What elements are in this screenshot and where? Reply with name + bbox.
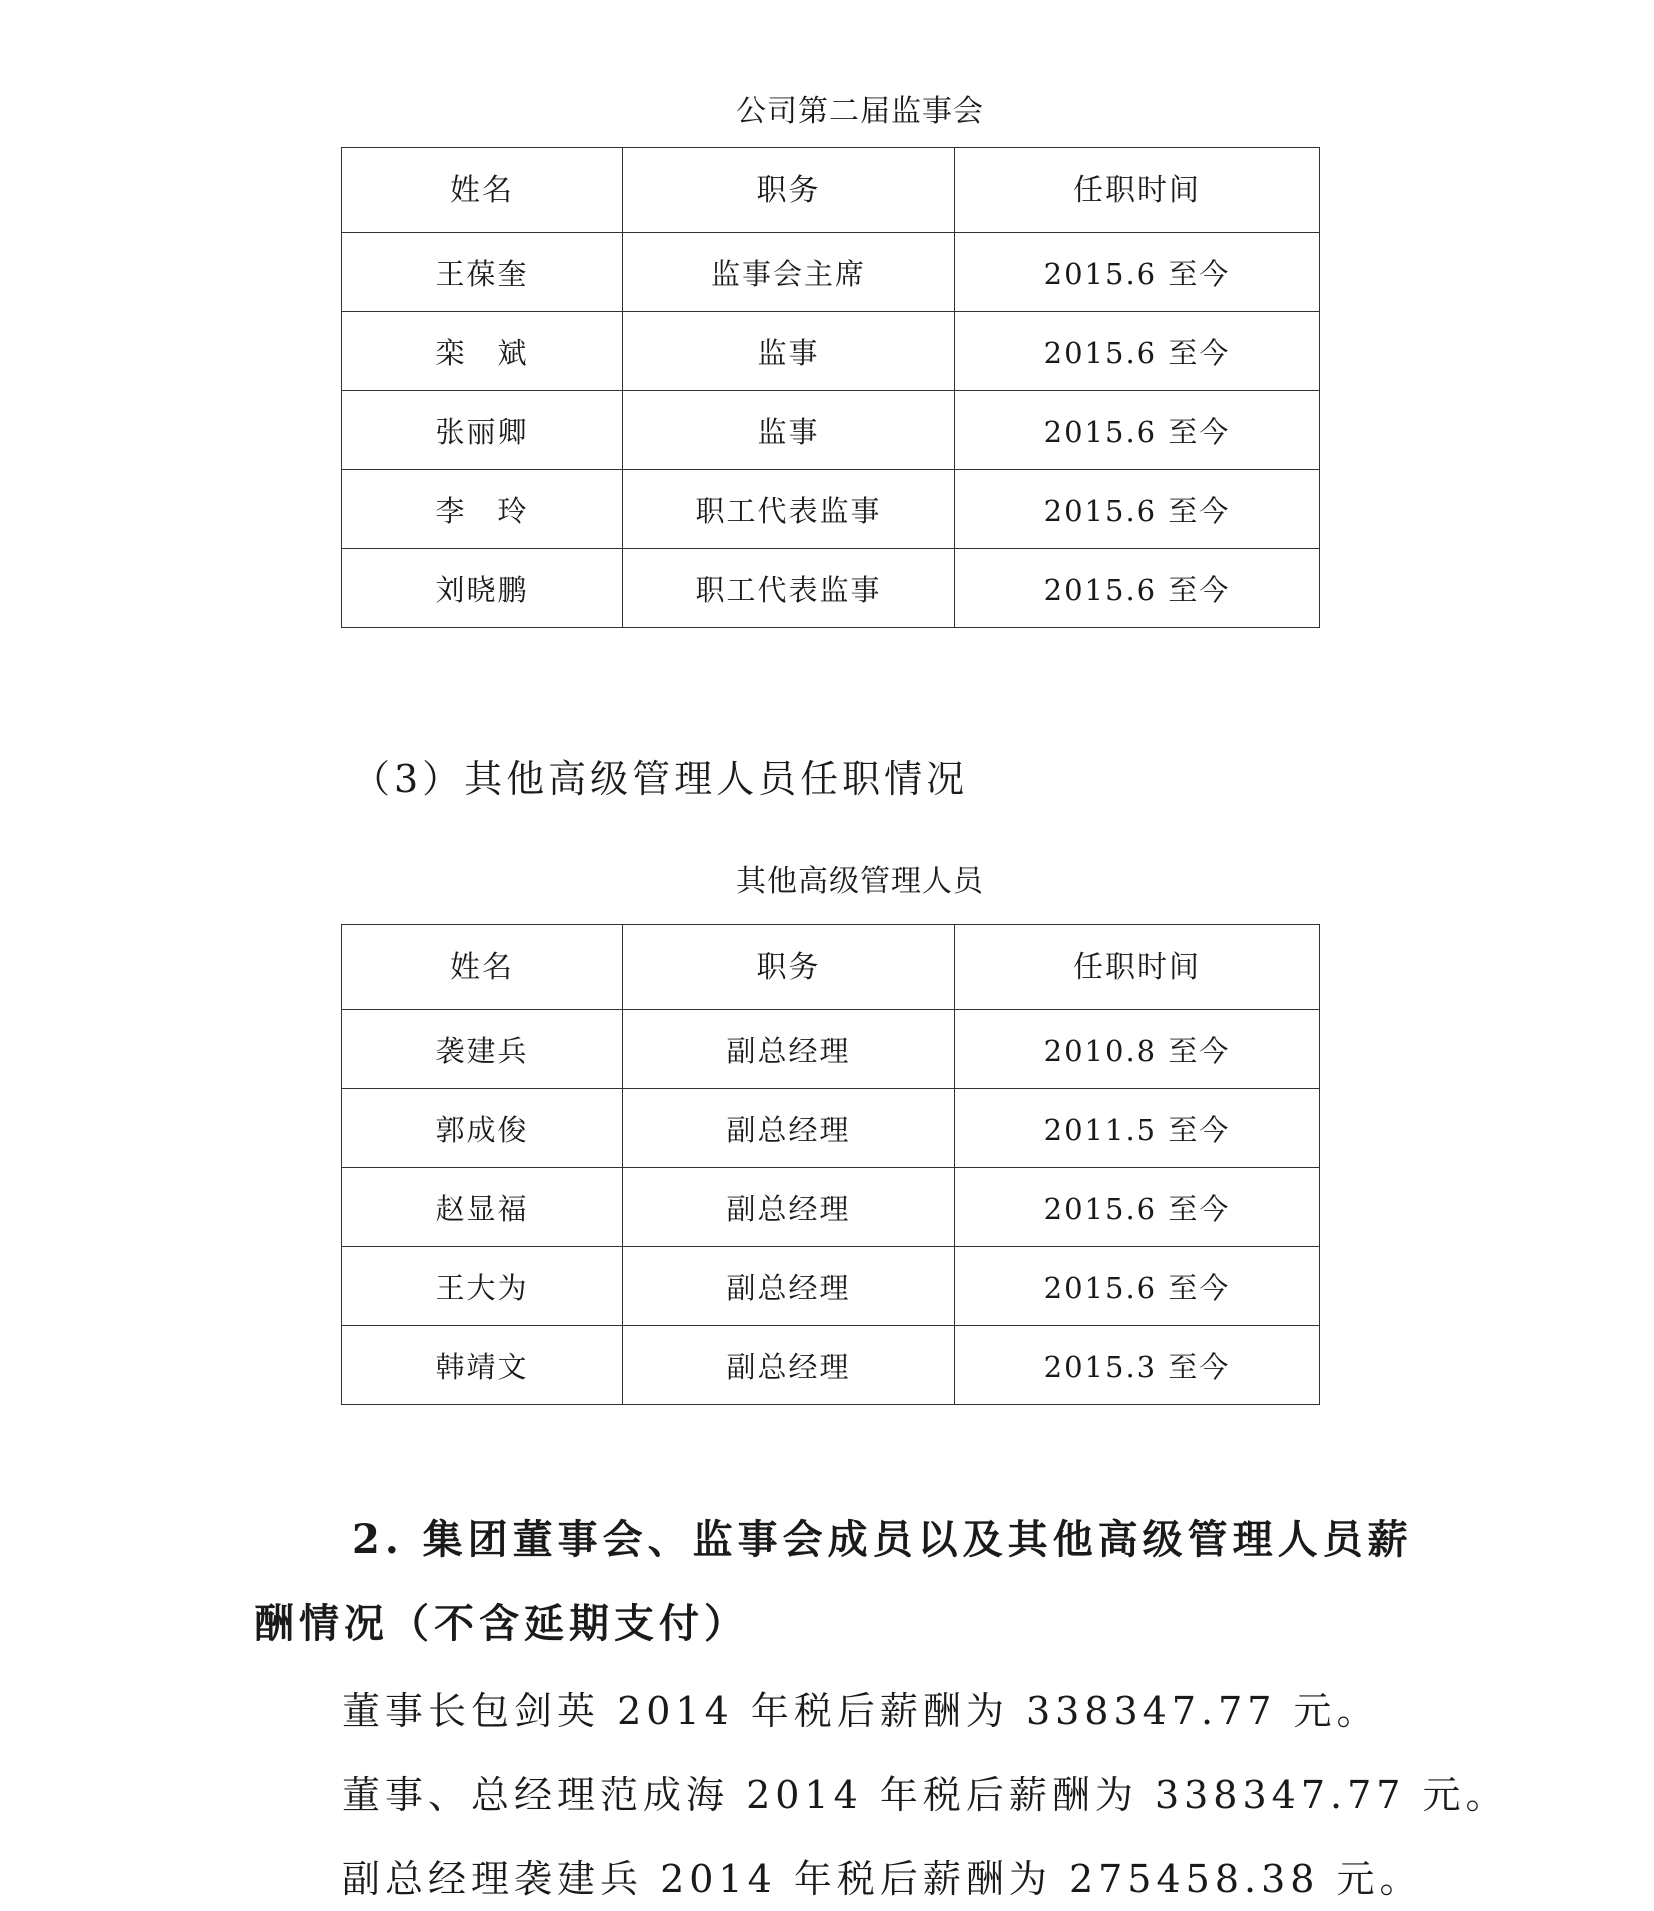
- column-header-term: 任职时间: [955, 148, 1320, 233]
- cell-name: 袭建兵: [342, 1010, 623, 1089]
- senior-management-table: [341, 924, 1320, 1405]
- cell-position: 副总经理: [623, 1247, 955, 1326]
- table-row: [342, 1010, 1320, 1089]
- cell-term: 2011.5 至今: [955, 1089, 1320, 1168]
- section-2-heading-line1: 2. 集团董事会、监事会成员以及其他高级管理人员薪: [352, 1516, 1413, 1563]
- column-header-position: 职务: [623, 925, 955, 1010]
- cell-position: 副总经理: [623, 1168, 955, 1247]
- cell-term: 2015.6 至今: [955, 312, 1320, 391]
- cell-name: 王葆奎: [342, 233, 623, 312]
- table-row: [342, 1326, 1320, 1405]
- cell-position: 监事: [623, 312, 955, 391]
- compensation-paragraph: 董事长包剑英 2014 年税后薪酬为 338347.77 元。: [342, 1689, 1380, 1733]
- cell-name: 张丽卿: [342, 391, 623, 470]
- column-header-name: 姓名: [342, 148, 623, 233]
- cell-term: 2015.6 至今: [955, 391, 1320, 470]
- cell-term: 2015.3 至今: [955, 1326, 1320, 1405]
- cell-position: 职工代表监事: [623, 470, 955, 549]
- cell-name: 刘晓鹏: [342, 549, 623, 628]
- column-header-position: 职务: [623, 148, 955, 233]
- table-row: [342, 1247, 1320, 1326]
- cell-name: 赵显福: [342, 1168, 623, 1247]
- compensation-paragraph: 董事、总经理范成海 2014 年税后薪酬为 338347.77 元。: [342, 1773, 1509, 1817]
- supervisory-board-caption: 公司第二届监事会: [736, 94, 984, 129]
- cell-term: 2015.6 至今: [955, 1168, 1320, 1247]
- cell-name: 王大为: [342, 1247, 623, 1326]
- cell-name: 栾 斌: [342, 312, 623, 391]
- cell-name: 郭成俊: [342, 1089, 623, 1168]
- cell-position: 副总经理: [623, 1089, 955, 1168]
- table-row: [342, 391, 1320, 470]
- table-row: [342, 1168, 1320, 1247]
- cell-position: 副总经理: [623, 1010, 955, 1089]
- supervisory-board-table: [341, 147, 1320, 628]
- cell-position: 监事会主席: [623, 233, 955, 312]
- cell-term: 2015.6 至今: [955, 1247, 1320, 1326]
- cell-term: 2015.6 至今: [955, 470, 1320, 549]
- section-3-heading: （3）其他高级管理人员任职情况: [352, 757, 969, 801]
- cell-term: 2010.8 至今: [955, 1010, 1320, 1089]
- cell-name: 李 玲: [342, 470, 623, 549]
- table-header-row: [342, 148, 1320, 233]
- table-row: [342, 312, 1320, 391]
- cell-name: 韩靖文: [342, 1326, 623, 1405]
- column-header-name: 姓名: [342, 925, 623, 1010]
- cell-term: 2015.6 至今: [955, 549, 1320, 628]
- cell-position: 职工代表监事: [623, 549, 955, 628]
- senior-management-caption: 其他高级管理人员: [736, 864, 984, 899]
- table-row: [342, 1089, 1320, 1168]
- column-header-term: 任职时间: [955, 925, 1320, 1010]
- table-row: [342, 549, 1320, 628]
- compensation-paragraph: 副总经理袭建兵 2014 年税后薪酬为 275458.38 元。: [342, 1857, 1423, 1901]
- table-header-row: [342, 925, 1320, 1010]
- section-2-heading-line2: 酬情况（不含延期支付）: [254, 1600, 749, 1647]
- cell-position: 副总经理: [623, 1326, 955, 1405]
- table-row: [342, 233, 1320, 312]
- table-row: [342, 470, 1320, 549]
- cell-position: 监事: [623, 391, 955, 470]
- cell-term: 2015.6 至今: [955, 233, 1320, 312]
